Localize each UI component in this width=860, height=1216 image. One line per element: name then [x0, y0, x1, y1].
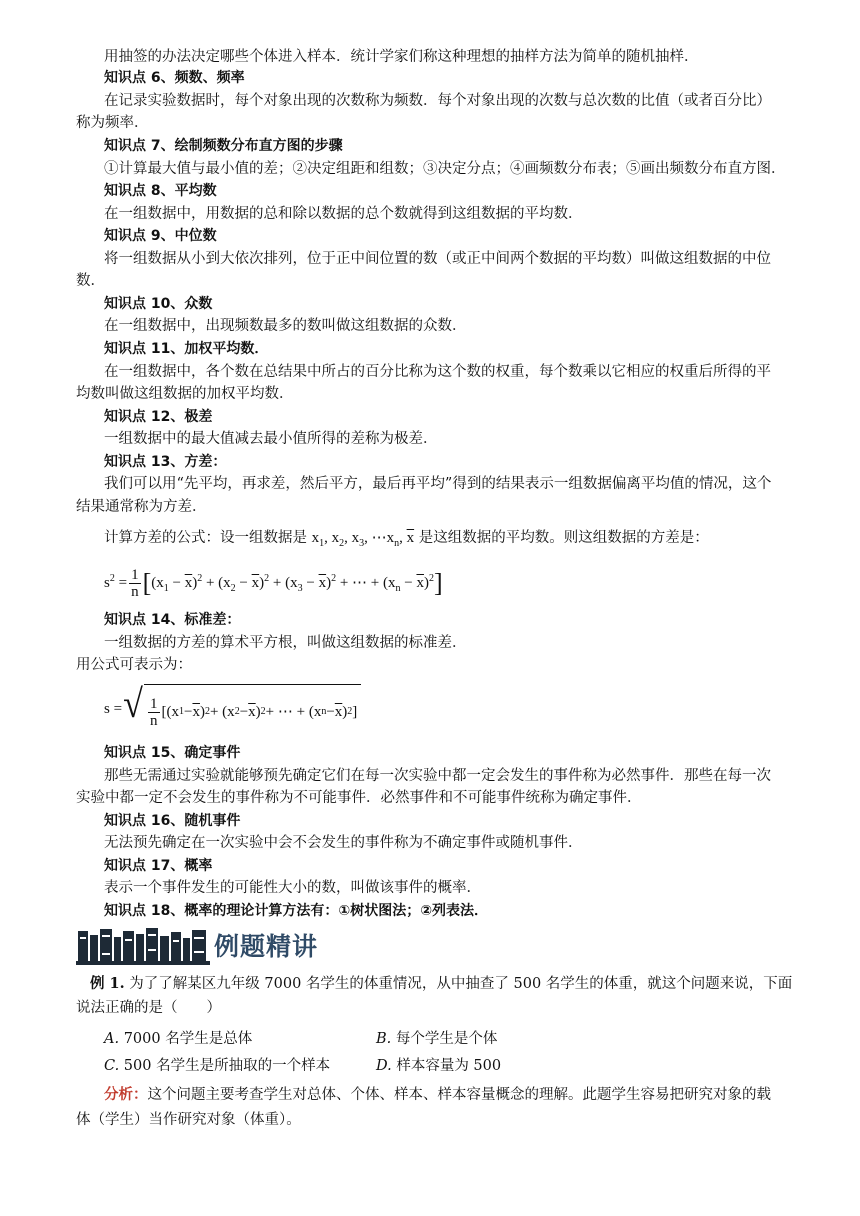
- kp11-heading: 知识点 11、加权平均数．: [104, 341, 269, 357]
- option-d-text: 样本容量为 500: [396, 1058, 502, 1074]
- variance-intro-a: 计算方差的公式：设一组数据是: [104, 530, 307, 546]
- analysis-text-1: 这个问题主要考查学生对总体、个体、样本、样本容量概念的理解。此题学生容易把研究对象的载: [147, 1087, 771, 1103]
- kp15-text-2: 实验中都一定不会发生的事件称为不可能事件．必然事件和不可能事件统称为确定事件．: [76, 790, 642, 806]
- kp7-text-1: ①计算最大值与最小值的差；②决定组距和组数；③决定分点；④画频数分布表；⑤画出频数分布直方图．: [104, 161, 786, 177]
- kp8-heading: 知识点 8、平均数: [104, 183, 217, 199]
- option-b-key: B.: [376, 1031, 392, 1047]
- section-title: 例题精讲: [214, 932, 319, 961]
- option-b: [376, 1029, 497, 1049]
- kp9-text-1: 将一组数据从小到大依次排列，位于正中间位置的数（或正中间两个数据的平均数）叫做这组数据的中位: [104, 251, 771, 267]
- kp10-heading: 知识点 10、众数: [104, 296, 213, 312]
- kp17-heading: 知识点 17、概率: [104, 858, 213, 874]
- kp10-text-1: 在一组数据中，出现频数最多的数叫做这组数据的众数．: [104, 318, 467, 334]
- kp13-heading: 知识点 13、方差：: [104, 454, 227, 470]
- kp9-text-2: 数．: [76, 273, 105, 289]
- option-b-text: 每个学生是个体: [395, 1031, 498, 1047]
- bookshelf-logo-icon: [76, 925, 210, 965]
- kp11-text-2: 均数叫做这组数据的加权平均数．: [76, 386, 294, 402]
- analysis-label: 分析：: [104, 1086, 148, 1103]
- example-stem-1: [90, 974, 792, 994]
- variance-intro: [104, 528, 709, 554]
- variance-intro-b: 是这组数据的平均数。则这组数据的方差是：: [418, 530, 709, 546]
- stddev-formula: s = √ $\frac{1}{n}$ [(x 1 − $\overline{x}$ ) 2 + (x 2 − $\overline{x}$ ) 2 + ⋯ + (x n − $\overline{x}$ ) 2 ]: [104, 684, 361, 735]
- variance-formula: $s^2$ = $\frac{1}{n}$ [$(x_1 - \overline{x})^2 + (x_2 - \overline{x})^2 + (x_3 - \overline{x})^2$ + ⋯ + $(x_n - \overline{x})^2$]: [104, 567, 443, 601]
- kp13-text-1: 我们可以用“先平均，再求差，然后平方，最后再平均”得到的结果表示一组数据偏离平均值的情况，这个: [104, 476, 772, 492]
- kp6-text-1: 在记录实验数据时，每个对象出现的次数称为频数．每个对象出现的次数与总次数的比值（或者百分比）: [104, 93, 771, 109]
- intro-line: 用抽签的办法决定哪些个体进入样本．统计学家们称这种理想的抽样方法为简单的随机抽样．: [104, 49, 699, 65]
- kp6-heading: 知识点 6、频数、频率: [104, 70, 245, 86]
- option-c-text: 500 名学生是所抽取的一个样本: [123, 1058, 331, 1074]
- kp9-heading: 知识点 9、中位数: [104, 228, 217, 244]
- kp16-text-1: 无法预先确定在一次实验中会不会发生的事件称为不确定事件或随机事件．: [104, 835, 583, 851]
- kp7-heading: 知识点 7、绘制频数分布直方图的步骤: [104, 138, 343, 154]
- analysis-line-1: [104, 1085, 771, 1105]
- kp18-heading: 知识点 18、概率的理论计算方法有：①树状图法；②列表法．: [104, 903, 489, 919]
- kp16-heading: 知识点 16、随机事件: [104, 813, 241, 829]
- section-banner: [76, 923, 366, 967]
- option-c-key: C.: [104, 1058, 120, 1074]
- option-a: [104, 1029, 252, 1049]
- kp13-text-2: 结果通常称为方差．: [76, 499, 207, 515]
- analysis-line-2: 体（学生）当作研究对象（体重）。: [76, 1112, 301, 1128]
- kp6-text-2: 称为频率．: [76, 115, 149, 131]
- data-list-math: $x_1$, $x_2$, $x_3$, $\cdots x_n$, $\overline{x}$: [311, 530, 415, 549]
- example-label: 例 1.: [90, 975, 125, 992]
- example-stem-2: 说法正确的是（ ）: [76, 1000, 221, 1016]
- kp17-text-1: 表示一个事件发生的可能性大小的数，叫做该事件的概率．: [104, 880, 481, 896]
- kp15-text-1: 那些无需通过实验就能够预先确定它们在每一次实验中都一定会发生的事件称为必然事件．那些在每一次: [104, 768, 771, 784]
- kp14-text-2: 用公式可表示为：: [76, 657, 192, 673]
- option-a-key: A.: [104, 1031, 120, 1047]
- option-d: [376, 1056, 501, 1076]
- option-c: [104, 1056, 330, 1076]
- kp15-heading: 知识点 15、确定事件: [104, 745, 241, 761]
- option-a-text: 7000 名学生是总体: [123, 1031, 253, 1047]
- kp12-text-1: 一组数据中的最大值减去最小值所得的差称为极差．: [104, 431, 438, 447]
- option-d-key: D.: [376, 1058, 392, 1074]
- kp12-heading: 知识点 12、极差: [104, 409, 213, 425]
- kp14-text-1: 一组数据的方差的算术平方根，叫做这组数据的标准差．: [104, 635, 467, 651]
- kp11-text-1: 在一组数据中，各个数在总结果中所占的百分比称为这个数的权重，每个数乘以它相应的权重后所得的平: [104, 364, 771, 380]
- kp14-heading: 知识点 14、标准差：: [104, 612, 241, 628]
- example-stem-text-1: 为了了解某区九年级 7000 名学生的体重情况，从中抽查了 500 名学生的体重，就这个问题来说，下面: [129, 976, 793, 992]
- kp8-text-1: 在一组数据中，用数据的总和除以数据的总个数就得到这组数据的平均数．: [104, 206, 583, 222]
